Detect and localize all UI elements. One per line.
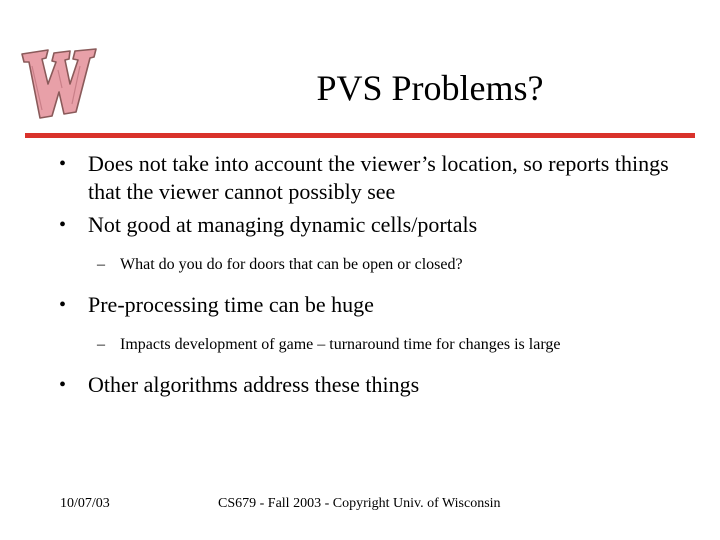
bullet-list (57, 150, 697, 404)
footer-date: 10/07/03 (60, 496, 110, 511)
bullet-marker: • (59, 294, 67, 316)
title-divider (25, 133, 695, 138)
bullet-item (57, 150, 697, 206)
sub-bullet-text: What do you do for doors that can be open or closed? (120, 256, 463, 273)
wisconsin-w-logo-icon (18, 40, 100, 120)
sub-bullet-item (57, 335, 697, 355)
bullet-text: Other algorithms address these things (88, 372, 420, 397)
bullet-item (57, 371, 697, 399)
bullet-marker: • (59, 214, 67, 236)
sub-bullet-text: Impacts development of game – turnaround time for changes is large (120, 336, 561, 353)
bullet-text: Not good at managing dynamic cells/portals (88, 212, 478, 237)
bullet-marker: • (59, 374, 67, 396)
bullet-text: Does not take into account the viewer’s location, so reports things that the viewer cannot possibly see (88, 151, 669, 204)
bullet-item (57, 291, 697, 319)
slide-title: PVS Problems? (316, 68, 544, 108)
sub-bullet-marker: – (97, 336, 105, 353)
sub-bullet-item (57, 255, 697, 275)
footer-copyright: CS679 - Fall 2003 - Copyright Univ. of Wisconsin (218, 496, 501, 511)
bullet-marker: • (59, 153, 67, 175)
bullet-text: Pre-processing time can be huge (88, 292, 374, 317)
sub-bullet-marker: – (97, 256, 105, 273)
bullet-item (57, 211, 697, 239)
